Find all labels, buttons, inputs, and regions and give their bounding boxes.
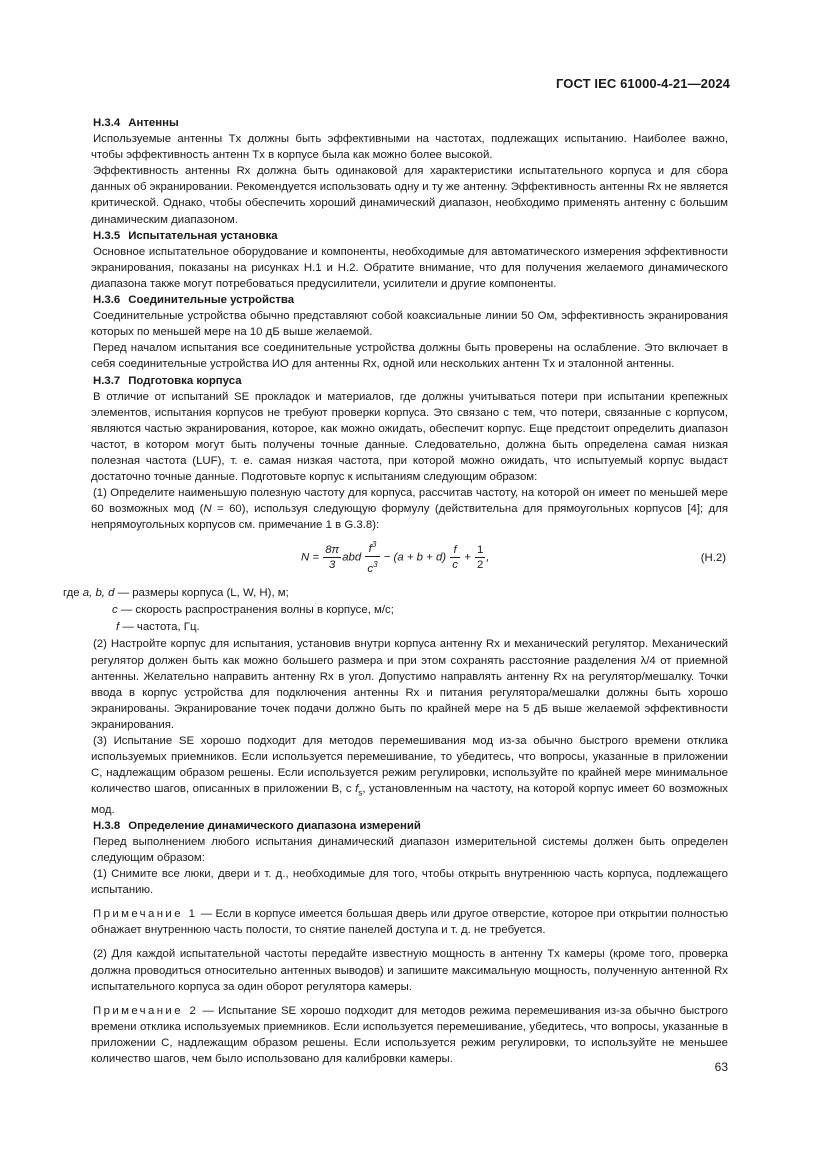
- section-heading-h37: H.3.7 Подготовка корпуса: [93, 374, 242, 387]
- definition-item: где a, b, d — размеры корпуса (L, W, H), м;: [63, 587, 289, 600]
- paragraph: (1) Определите наименьшую полезную частоту для корпуса, рассчитав частоту, на которой он имеет по меньшей мере 60 возможных мод (N = 60), используя следующую формулу (действительна для прямоугольных корпусов [4]; для непрямоугольных корпусов см. примечание 1 в G.3.8):: [91, 487, 729, 532]
- definition-item: f — частота, Гц.: [116, 621, 200, 634]
- fraction: $\frac{f^3}{c^3}$: [367, 540, 378, 576]
- formula-expression: N = $\frac{8\pi}{3}$ abd $\frac{f^3}{c^3}$ − (a + b + d) $\frac{f}{c}$ + $\frac{1}{2}$ ,: [301, 540, 490, 576]
- paragraph: (2) Для каждой испытательной частоты передайте известную мощность в антенну Tx камеры (кроме того, проверка должна проводиться относительно антенных выводов) и запишите максимальную мощность, полученную антенной Rx испытательного корпуса за один оборот регулятора камеры.: [91, 948, 728, 993]
- fraction: $\frac{f}{c}$: [452, 543, 458, 571]
- paragraph: Перед началом испытания все соединительные устройства должны быть проверены на ослабление. Это включает в себя соединительные устройства ИО для антенны Rx, одной или нескольких антенн Tx и эталонной антенны.: [91, 342, 728, 371]
- paragraph: Перед выполнением любого испытания динамический диапазон измерительной системы должен быть определен следующим образом:: [91, 835, 728, 864]
- formula-definitions: [63, 585, 728, 636]
- paragraph: (1) Снимите все люки, двери и т. д., необходимые для того, чтобы открыть внутреннюю часть корпуса, подлежащего испытанию.: [91, 868, 728, 897]
- document-header: ГОСТ IEC 61000-4-21—2024: [555, 76, 730, 91]
- formula-h2: [91, 536, 728, 582]
- section-heading-h38: H.3.8 Определение динамического диапазона измерений: [93, 819, 421, 832]
- paragraph: Основное испытательное оборудование и компоненты, необходимые для автоматического измерения эффективности экранирования, показаны на рисунках H.1 и H.2. Обратите внимание, что для получения желаемого динамического диапазона также могут потребоваться предусилители, усилители и другие компоненты.: [91, 245, 728, 290]
- paragraph: В отличие от испытаний SE прокладок и материалов, где должны учитываться потери при испытании крепежных элементов, испытания корпусов не требуют проверки корпуса. Это связано с тем, что потери, связанные с корпусом, являются частью экранирования, которое, как можно ожидать, обеспечит корпус. Еще предстоит определить диапазон частот, в котором могут быть получены точные данные. Следовательно, должна быть определена самая низкая полезная частота (LUF), т. е. самая низкая частота, при которой можно ожидать, что испытуемый корпус выдаст достаточно точные данные. Подготовьте корпус к испытаниям следующим образом:: [91, 390, 728, 484]
- page-content: [63, 115, 729, 1067]
- formula-number: (H.2): [700, 552, 726, 565]
- paragraph: (2) Настройте корпус для испытания, установив внутри корпуса антенну Rx и механический регулятор. Механический регулятор должен быть как можно большего размера и при этом сохранять расстояние разделения λ/4 от приемной антенны. Желательно направить антенну Rx в угол. Допустимо направлять антенну Rx на регулятор/мешалку. Точки ввода в корпус устройства для подключения антенны Rx и питания регулятора/мешалки должны быть хорошо экранированы. Экранирование точек подачи должно быть по крайней мере на 5 дБ выше желаемой эффективности экранирования.: [91, 638, 728, 731]
- paragraph: Используемые антенны Tx должны быть эффективными на частотах, подлежащих испытанию. Наиболее важно, чтобы эффективность антенн Tx в корпусе была как можно более высокой.: [91, 133, 728, 162]
- paragraph: Эффективность антенны Rx должна быть одинаковой для характеристики испытательного корпуса и для сбора данных об экранировании. Рекомендуется использовать одну и ту же антенну. Эффективность антенны Rx не является критической. Однако, чтобы обеспечить хороший динамический диапазон, необходимо применять антенну с большим динамическим диапазоном.: [91, 165, 728, 226]
- fraction: $\frac{8\pi}{3}$: [325, 543, 340, 571]
- note-2: Примечание 2 — Испытание SE хорошо подходит для методов режима перемешивания из-за обычно быстрого времени отклика используемых приемников. Если используется перемешивание, убедитесь, что вопросы, указанные в приложении C, надлежащим образом решены. Если используется режим регулировки, то используйте не меньшее количество шагов, чем было использовано для калибровки камеры.: [91, 1004, 729, 1065]
- definition-item: c — скорость распространения волны в корпусе, м/с;: [112, 604, 394, 617]
- paragraph: Соединительные устройства обычно представляют собой коаксиальные линии 50 Ом, эффективность экранирования которых по меньшей мере на 10 дБ выше желаемой.: [91, 310, 728, 339]
- section-heading-h36: H.3.6 Соединительные устройства: [93, 294, 295, 307]
- paragraph: (3) Испытание SE хорошо подходит для методов перемешивания мод из-за обычно быстрого времени отклика используемых приемников. Если используется перемешивание, то убедитесь, что вопросы, указанные в приложении C, надлежащим образом решены. Если используется режим регулировки, используйте по крайней мере минимальное количество шагов, описанных в приложении B, с $f_s$, установленным на частоту, на которой корпус имеет 60 возможных мод.: [91, 735, 729, 816]
- fraction: $\frac{1}{2}$: [476, 543, 484, 571]
- page-number: 63: [714, 1060, 728, 1074]
- note-1: Примечание 1 — Если в корпусе имеется большая дверь или другое отверстие, которое при открытии полностью обнажает внутреннюю часть полости, то снятие панелей доступа и т. д. не требуется.: [91, 908, 728, 937]
- section-heading-h34: H.3.4 Антенны: [93, 117, 179, 129]
- section-heading-h35: H.3.5 Испытательная установка: [93, 229, 278, 242]
